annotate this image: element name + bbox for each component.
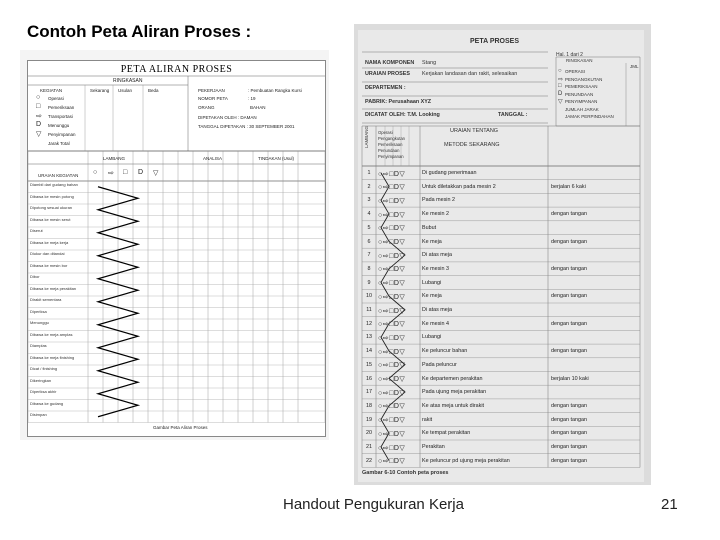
- row-step: Di gudang penerimaan: [422, 170, 477, 176]
- row-number: 12: [366, 320, 372, 327]
- row-step: Bubut: [422, 224, 437, 231]
- row-step: Ke departemen perakitan: [422, 375, 483, 382]
- row-step: rakit: [422, 416, 433, 423]
- step-label: Menunggu: [30, 320, 49, 325]
- row-number: 4: [367, 211, 371, 218]
- legend-symbol: ⇨: [558, 76, 564, 83]
- slide-title: Contoh Peta Aliran Proses :: [27, 22, 252, 41]
- row-tool: dengan tangan: [551, 402, 587, 409]
- jml-label: JML: [630, 64, 639, 69]
- header-symbol-1: ⇨: [108, 170, 114, 177]
- step-label: Dibawa ke meja amplas: [30, 331, 73, 337]
- step-label: Dibawa ke meja perakitan: [30, 285, 77, 291]
- form-caption: Gambar Peta Aliran Proses: [153, 425, 208, 430]
- uraian-proses-value: Kerjakan landasan dan rakit, selesaikan: [422, 71, 518, 77]
- row-number: 2: [367, 183, 371, 190]
- row-number: 17: [366, 389, 372, 396]
- ringkasan-label: RINGKASAN: [113, 78, 143, 84]
- kegiatan-item: Penyimpanan: [48, 132, 76, 137]
- header-symbol-4: ▽: [153, 170, 159, 177]
- col-lambang: LAMBANG: [103, 156, 126, 161]
- kegiatan-symbol: □: [36, 103, 41, 110]
- row-symbols: ○⇨□D▽: [378, 307, 406, 315]
- row-step: Ke tempat perakitan: [422, 430, 471, 437]
- tanggal-dipetakan: TANGGAL DIPETAKAN : 30 SEPTEMBER 2001: [198, 124, 295, 129]
- step-label: Disimpan: [30, 412, 47, 417]
- row-tool: dengan tangan: [551, 444, 587, 450]
- kegiatan-item: Transportasi: [48, 114, 73, 119]
- header-symbol-0: ○: [93, 169, 98, 176]
- step-label: Dibawa ke gudang: [30, 400, 64, 406]
- departemen-label: DEPARTEMEN :: [365, 85, 406, 91]
- step-label: Dikeringkan: [30, 377, 52, 383]
- row-symbols: ○⇨□D▽: [378, 417, 406, 425]
- flow-process-chart-sheet: [27, 60, 326, 437]
- row-symbols: ○⇨□D▽: [378, 239, 406, 246]
- row-symbols: ○⇨□D▽: [378, 266, 406, 274]
- step-label: Dibawa ke mesin serut: [30, 216, 71, 222]
- legend-item: PENGANGKUTAN: [565, 76, 603, 82]
- col-tindakan: TINDAKAN (Usul): [258, 156, 295, 161]
- row-step: Di atas meja: [422, 307, 452, 313]
- row-number: 19: [366, 416, 372, 423]
- step-label: Diambil dari gudang bahan: [30, 182, 78, 187]
- row-symbols: ○⇨□D▽: [378, 376, 406, 383]
- type-label: Operasi: [378, 130, 393, 135]
- form-title: PETA ALIRAN PROSES: [120, 64, 233, 75]
- step-label: Dirakit sementara: [30, 297, 62, 302]
- row-tool: dengan tangan: [551, 211, 587, 218]
- kegiatan-item: Jarak Total: [48, 141, 70, 146]
- legend-item: PEMERIKSAAN: [565, 84, 598, 89]
- header-symbol-3: D: [138, 169, 144, 176]
- row-number: 13: [366, 334, 372, 341]
- row-number: 6: [367, 238, 371, 245]
- col-analisa: ANALISA: [203, 156, 223, 161]
- ringkasan-label: RINGKASAN: [566, 58, 593, 63]
- row-step: Ke mesin 3: [422, 265, 449, 272]
- pekerjaan-value: : Pembuatan Rangka Kursi: [248, 88, 302, 93]
- legend-symbol: □: [558, 83, 562, 89]
- row-step: Pada ujung meja perakitan: [422, 389, 487, 396]
- row-number: 11: [366, 307, 372, 313]
- row-step: Pada mesin 2: [422, 197, 455, 204]
- legend-symbol: D: [558, 90, 563, 97]
- col-lambang: LAMBANG: [364, 125, 369, 148]
- step-label: Dibor: [30, 274, 40, 279]
- page-of-label: Hal. 1 dari 2: [556, 52, 583, 58]
- pabrik-label: PABRIK: Perusahaan XYZ: [365, 99, 432, 105]
- nama-komponen-value: Stang: [422, 60, 437, 66]
- row-symbols: ○⇨□D▽: [378, 362, 406, 370]
- row-symbols: ○⇨□D▽: [378, 252, 406, 260]
- row-tool: dengan tangan: [551, 348, 587, 355]
- kegiatan-item: Operasi: [48, 96, 64, 101]
- legend-item: JUMLAH JARAK: [565, 106, 599, 112]
- process-chart-sheet: [358, 30, 644, 482]
- row-number: 20: [366, 430, 372, 437]
- col-metode: METODE SEKARANG: [444, 142, 500, 148]
- legend-item: OPERASI: [565, 69, 586, 74]
- step-label: Dibawa ke meja kerja: [30, 239, 69, 245]
- row-number: 16: [366, 375, 372, 382]
- row-symbols: ○⇨□D▽: [378, 348, 406, 356]
- usulan-label: Usulan: [118, 88, 133, 93]
- row-tool: dengan tangan: [551, 416, 587, 423]
- nomor-peta-value: : 19: [248, 96, 256, 101]
- legend-item: PENYIMPANAN: [565, 99, 598, 104]
- row-step: Ke peluncur bahan: [422, 348, 468, 355]
- process-chart-caption: Gambar 6-10 Contoh peta proses: [362, 470, 449, 476]
- row-step: Untuk diletakkan pada mesin 2: [422, 183, 496, 190]
- row-step: Ke meja: [422, 238, 442, 245]
- row-number: 5: [367, 224, 371, 231]
- legend-symbol: ▽: [558, 99, 563, 105]
- col-uraian: URAIAN KEGIATAN: [38, 173, 79, 178]
- row-number: 9: [367, 279, 371, 286]
- row-symbols: ○⇨□D▽: [378, 225, 406, 233]
- nama-komponen-label: NAMA KOMPONEN: [365, 60, 415, 66]
- nomor-peta-label: NOMOR PETA: [198, 96, 228, 101]
- row-step: Ke mesin 4: [422, 320, 449, 327]
- row-step: Ke meja: [422, 293, 442, 300]
- row-symbols: ○⇨□D▽: [378, 321, 406, 329]
- type-label: Penyimpanan: [378, 154, 404, 159]
- kegiatan-symbol: ▽: [36, 131, 42, 138]
- legend-symbol: ○: [558, 68, 562, 74]
- dipetakan-oleh: DIPETAKAN OLEH : DAMAN: [198, 115, 257, 120]
- orang-label: ORANG: [198, 105, 215, 110]
- row-number: 21: [366, 444, 372, 450]
- row-step: Ke peluncur pd ujung meja perakitan: [422, 457, 510, 464]
- kegiatan-label: KEGIATAN: [40, 88, 63, 93]
- row-step: Ke mesin 2: [422, 211, 449, 218]
- row-number: 1: [367, 170, 371, 176]
- col-uraian: URAIAN TENTANG: [450, 128, 499, 134]
- type-label: Pemeriksaan: [378, 142, 403, 147]
- row-symbols: ○⇨□D▽: [378, 170, 406, 178]
- row-symbols: ○⇨□D▽: [378, 280, 406, 288]
- row-step: Perakitan: [422, 444, 445, 450]
- step-label: Dibawa ke mesin potong: [30, 193, 74, 199]
- dicatat-label: DICATAT OLEH: T.M. Looking: [365, 112, 440, 118]
- row-number: 7: [367, 252, 371, 259]
- footer-text: Handout Pengukuran Kerja: [283, 496, 464, 513]
- row-number: 15: [366, 361, 372, 368]
- row-symbols: ○⇨□D▽: [378, 444, 406, 452]
- tanggal-label: TANGGAL :: [498, 112, 528, 118]
- step-label: Dicat / finishing: [30, 366, 58, 371]
- row-symbols: ○⇨□D▽: [378, 293, 406, 301]
- row-symbols: ○⇨□D▽: [378, 197, 406, 205]
- kegiatan-symbol: ⇨: [36, 113, 42, 120]
- row-number: 3: [367, 197, 371, 204]
- step-label: Diperiksa: [30, 308, 47, 314]
- row-tool: dengan tangan: [551, 430, 587, 437]
- row-symbols: ○⇨□D▽: [378, 334, 406, 342]
- bahan-label: BAHAN: [250, 105, 266, 110]
- type-label: Penundaan: [378, 148, 400, 153]
- row-number: 10: [366, 293, 372, 300]
- step-label: Dipotong sesuai ukuran: [30, 205, 73, 210]
- row-tool: dengan tangan: [551, 320, 587, 327]
- row-number: 22: [366, 457, 372, 464]
- row-number: 8: [367, 265, 371, 272]
- row-tool: dengan tangan: [551, 238, 587, 245]
- sekarang-label: Sekarang: [90, 88, 110, 93]
- flow-process-chart-image: [20, 50, 329, 440]
- row-tool: dengan tangan: [551, 265, 587, 272]
- kegiatan-item: Pemeriksaan: [48, 105, 75, 110]
- step-label: Diperiksa akhir: [30, 389, 57, 394]
- row-number: 14: [366, 348, 372, 355]
- kegiatan-symbol: ○: [36, 94, 41, 101]
- row-symbols: ○⇨□D▽: [378, 430, 406, 438]
- row-step: Ke atas meja untuk dirakit: [422, 402, 485, 409]
- row-tool: berjalan 6 kaki: [551, 183, 586, 190]
- row-symbols: ○⇨□D▽: [378, 389, 406, 397]
- step-label: Dibawa ke meja finishing: [30, 354, 75, 360]
- process-chart-title: PETA PROSES: [470, 38, 520, 45]
- row-symbols: ○⇨□D▽: [378, 458, 406, 466]
- row-step: Lubangi: [422, 279, 442, 286]
- row-tool: dengan tangan: [551, 457, 587, 464]
- type-label: Pengangkutan: [378, 136, 406, 141]
- row-step: Lubangi: [422, 334, 442, 341]
- legend-item: JAMAK PERPINDAHAN: [565, 114, 614, 119]
- kegiatan-item: Menunggu: [48, 123, 70, 128]
- step-label: Diukur dan ditandai: [30, 251, 65, 256]
- row-step: Pada peluncur: [422, 361, 457, 368]
- row-tool: dengan tangan: [551, 293, 587, 300]
- row-number: 18: [366, 402, 372, 409]
- pekerjaan-label: PEKERJAAN: [198, 88, 225, 93]
- row-symbols: ○⇨□D▽: [378, 184, 406, 192]
- step-label: Diserut: [30, 228, 43, 233]
- row-symbols: ○⇨□D▽: [378, 403, 406, 411]
- legend-item: PENUNDAAN: [565, 91, 594, 97]
- row-tool: berjalan 10 kaki: [551, 375, 589, 382]
- process-chart-image: [354, 24, 651, 485]
- uraian-proses-label: URAIAN PROSES: [365, 71, 410, 77]
- page-number: 21: [661, 496, 678, 513]
- step-label: Dibawa ke mesin bor: [30, 262, 68, 268]
- step-label: Diamplas: [30, 343, 47, 348]
- header-symbol-2: □: [123, 169, 128, 176]
- row-symbols: ○⇨□D▽: [378, 211, 406, 219]
- beda-label: Beda: [148, 88, 159, 93]
- kegiatan-symbol: D: [36, 121, 42, 128]
- row-step: Di atas meja: [422, 252, 452, 259]
